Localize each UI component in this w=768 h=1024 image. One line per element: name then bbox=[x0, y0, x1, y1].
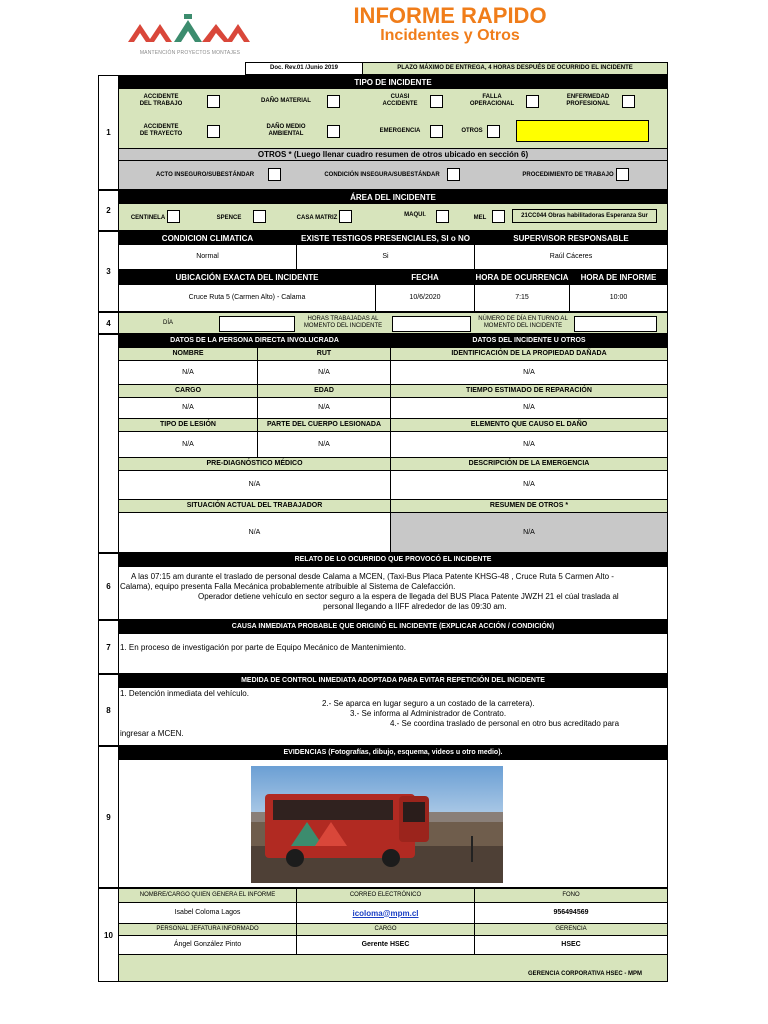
relato-line-3: Operador detiene vehículo en sector seguro a la espera de llegada del BUS Placa Patente JWZH 21 el cúal traslada al bbox=[198, 592, 619, 601]
type-label-falla-operacional: FALLA OPERACIONAL bbox=[469, 94, 515, 107]
section-4-number: 4 bbox=[98, 312, 119, 334]
medida-line-1: 1. Detención inmediata del vehículo. bbox=[120, 689, 249, 698]
header-tiempo-reparacion: TIEMPO ESTIMADO DE REPARACIÓN bbox=[390, 384, 668, 398]
checkbox-enfermedad-profesional[interactable] bbox=[622, 95, 635, 108]
type-label-cuasi-accidente: CUASI ACCIDENTE bbox=[382, 94, 418, 107]
header-gerencia: GERENCIA bbox=[474, 923, 668, 936]
header-genera-informe: NOMBRE/CARGO QUIEN GENERA EL INFORME bbox=[118, 888, 297, 903]
incident-data-title: DATOS DEL INCIDENTE U OTROS bbox=[390, 334, 668, 348]
value-correo bbox=[296, 902, 475, 924]
type-label-emergencia: EMERGENCIA bbox=[379, 127, 421, 134]
section-7-number: 7 bbox=[98, 620, 119, 674]
otros-label-procedimiento: PROCEDIMIENTO DE TRABAJO bbox=[522, 171, 614, 178]
value-prediagnostico: N/A bbox=[118, 470, 391, 500]
medida-line-2: 2.- Se aparca en lugar seguro a un costado de la carretera). bbox=[322, 699, 535, 708]
value-situacion: N/A bbox=[118, 512, 391, 553]
otros-title: OTROS * (Luego llenar cuadro resumen de otros ubicado en sección 6) bbox=[118, 148, 668, 161]
checkbox-casa-matriz[interactable] bbox=[339, 210, 352, 223]
value-identificacion: N/A bbox=[390, 360, 668, 385]
area-label-maqui: MAQUI. bbox=[404, 211, 426, 218]
type-label-dano-medio-ambiental: DAÑO MEDIO AMBIENTAL bbox=[266, 124, 306, 137]
type-label-accidente-trabajo: ACCIDENTE DEL TRABAJO bbox=[139, 94, 183, 107]
value-rut: N/A bbox=[257, 360, 391, 385]
area-label-casa-matriz: CASA MATRIZ bbox=[296, 214, 338, 221]
input-dia[interactable] bbox=[219, 316, 295, 332]
value-hora-ocurrencia: 7:15 bbox=[474, 284, 570, 312]
checkbox-falla-operacional[interactable] bbox=[526, 95, 539, 108]
value-parte-cuerpo: N/A bbox=[257, 431, 391, 458]
header-ubicacion: UBICACIÓN EXACTA DEL INCIDENTE bbox=[118, 270, 376, 285]
otros-label-acto-inseguro: ACTO INSEGURO/SUBESTÁNDAR bbox=[155, 171, 255, 178]
value-gerencia: HSEC bbox=[474, 935, 668, 955]
header-prediagnostico: PRE-DIAGNÓSTICO MÉDICO bbox=[118, 457, 391, 471]
label-dia-turno: NÚMERO DE DÍA EN TURNO AL MOMENTO DEL INCIDENTE bbox=[478, 316, 568, 329]
value-nombre: N/A bbox=[118, 360, 258, 385]
section-6-title: RELATO DE LO OCURRIDO QUE PROVOCÓ EL INCIDENTE bbox=[118, 553, 668, 567]
header-resumen-otros: RESUMEN DE OTROS * bbox=[390, 499, 668, 513]
header-tipo-lesion: TIPO DE LESIÓN bbox=[118, 418, 258, 432]
person-data-title: DATOS DE LA PERSONA DIRECTA INVOLUCRADA bbox=[118, 334, 391, 348]
type-label-otros: OTROS bbox=[461, 127, 483, 134]
section-8-title: MEDIDA DE CONTROL INMEDIATA ADOPTADA PARA EVITAR REPETICIÓN DEL INCIDENTE bbox=[118, 674, 668, 688]
medida-line-5: ingresar a MCEN. bbox=[120, 729, 184, 738]
section-1-title: TIPO DE INCIDENTE bbox=[118, 75, 668, 89]
checkbox-dano-medio-ambiental[interactable] bbox=[327, 125, 340, 138]
label-dia: DÍA bbox=[162, 319, 173, 326]
value-condicion-climatica: Normal bbox=[118, 244, 297, 270]
section-9-number: 9 bbox=[98, 746, 119, 888]
checkbox-centinela[interactable] bbox=[167, 210, 180, 223]
checkbox-condicion-insegura[interactable] bbox=[447, 168, 460, 181]
value-genera-informe: Isabel Coloma Lagos bbox=[118, 902, 297, 924]
section-10-number: 10 bbox=[98, 888, 119, 982]
header-rut: RUT bbox=[257, 347, 391, 361]
checkbox-acto-inseguro[interactable] bbox=[268, 168, 281, 181]
company-logo bbox=[126, 14, 254, 54]
type-label-dano-material: DAÑO MATERIAL bbox=[261, 97, 311, 104]
value-tiempo-reparacion: N/A bbox=[390, 397, 668, 419]
checkbox-procedimiento[interactable] bbox=[616, 168, 629, 181]
value-ubicacion: Cruce Ruta 5 (Carmen Alto) - Calama bbox=[118, 284, 376, 312]
value-tipo-lesion: N/A bbox=[118, 431, 258, 458]
evidence-photo-bus[interactable] bbox=[251, 766, 503, 883]
header-supervisor: SUPERVISOR RESPONSABLE bbox=[474, 231, 668, 245]
header-cargo: CARGO bbox=[118, 384, 258, 398]
header-nombre: NOMBRE bbox=[118, 347, 258, 361]
header-condicion-climatica: CONDICION CLIMATICA bbox=[118, 231, 297, 245]
value-edad: N/A bbox=[257, 397, 391, 419]
section-7-title: CAUSA INMEDIATA PROBABLE QUE ORIGINÓ EL INCIDENTE (EXPLICAR ACCIÓN / CONDICIÓN) bbox=[118, 620, 668, 634]
header-identificacion: IDENTIFICACIÓN DE LA PROPIEDAD DAÑADA bbox=[390, 347, 668, 361]
value-cargo-jefatura: Gerente HSEC bbox=[296, 935, 475, 955]
medida-line-4: 4.- Se coordina traslado de personal en otro bus acreditado para bbox=[390, 719, 620, 728]
relato-line-2: Calama), equipo presenta Falla Mecánica probablemente atribuible al Sistema de Calefacción. bbox=[120, 582, 456, 591]
doc-revision: Doc. Rev.01 /Junio 2019 bbox=[245, 62, 363, 75]
checkbox-dano-material[interactable] bbox=[327, 95, 340, 108]
type-label-accidente-trayecto: ACCIDENTE DE TRAYECTO bbox=[139, 124, 183, 137]
checkbox-maqui[interactable] bbox=[436, 210, 449, 223]
medida-line-3: 3.- Se informa al Administrador de Contrato. bbox=[350, 709, 507, 718]
footer-gerencia-corporativa: GERENCIA CORPORATIVA HSEC - MPM bbox=[528, 971, 643, 977]
checkbox-cuasi-accidente[interactable] bbox=[430, 95, 443, 108]
value-fecha: 10/6/2020 bbox=[375, 284, 475, 312]
header-correo: CORREO ELECTRÓNICO bbox=[296, 888, 475, 903]
area-label-spence: SPENCE bbox=[216, 214, 242, 221]
header-testigos: EXISTE TESTIGOS PRESENCIALES, SI o NO bbox=[296, 231, 475, 245]
type-label-enfermedad-profesional: ENFERMEDAD PROFESIONAL bbox=[566, 94, 610, 107]
logo-caption: MANTENCIÓN PROYECTOS MONTAJES bbox=[139, 50, 241, 56]
checkbox-accidente-trayecto[interactable] bbox=[207, 125, 220, 138]
causa-text: 1. En proceso de investigación por parte de Equipo Mecánico de Mantenimiento. bbox=[120, 643, 406, 652]
header-fono: FONO bbox=[474, 888, 668, 903]
header-cargo-jefatura: CARGO bbox=[296, 923, 475, 936]
relato-line-1: A las 07:15 am durante el traslado de personal desde Calama a MCEN, (Taxi-Bus Placa Patente KHSG-48 , Cruce Ruta 5 Carmen Alto - bbox=[131, 572, 614, 581]
page-subtitle: Incidentes y Otros bbox=[380, 27, 520, 44]
section-2-title: ÁREA DEL INCIDENTE bbox=[118, 190, 668, 204]
section-8-number: 8 bbox=[98, 674, 119, 746]
section-1-number: 1 bbox=[98, 75, 119, 190]
value-cargo: N/A bbox=[118, 397, 258, 419]
section-6-number: 6 bbox=[98, 553, 119, 620]
page-title: INFORME RAPIDO bbox=[353, 3, 547, 28]
input-dia-turno[interactable] bbox=[574, 316, 657, 332]
area-label-centinela: CENTINELA bbox=[130, 214, 166, 221]
checkbox-accidente-trabajo[interactable] bbox=[207, 95, 220, 108]
plazo-notice: PLAZO MÁXIMO DE ENTREGA, 4 HORAS DESPUÉS DE OCURRIDO EL INCIDENTE bbox=[362, 62, 668, 75]
otros-input[interactable] bbox=[516, 120, 649, 142]
value-testigos: Si bbox=[296, 244, 475, 270]
otros-label-condicion-insegura: CONDICIÓN INSEGURA/SUBESTÁNDAR bbox=[324, 171, 440, 178]
value-supervisor: Raúl Cáceres bbox=[474, 244, 668, 270]
checkbox-spence[interactable] bbox=[253, 210, 266, 223]
value-personal-jefatura: Ángel González Pinto bbox=[118, 935, 297, 955]
relato-line-4: personal llegando a IIFF alrededor de las 09:30 am. bbox=[323, 602, 507, 611]
project-field[interactable]: 21CC044 Obras habilitadoras Esperanza Sur bbox=[512, 209, 657, 223]
label-horas-trabajadas: HORAS TRABAJADAS AL MOMENTO DEL INCIDENTE bbox=[303, 316, 383, 329]
header-parte-cuerpo: PARTE DEL CUERPO LESIONADA bbox=[257, 418, 391, 432]
input-horas-trabajadas[interactable] bbox=[392, 316, 471, 332]
section-5-number bbox=[98, 334, 119, 553]
header-hora-informe: HORA DE INFORME bbox=[569, 270, 668, 285]
checkbox-otros[interactable] bbox=[487, 125, 500, 138]
header-edad: EDAD bbox=[257, 384, 391, 398]
section-3-number: 3 bbox=[98, 231, 119, 312]
section-9-title: EVIDENCIAS (Fotografías, dibujo, esquema, videos u otro medio). bbox=[118, 746, 668, 760]
header-fecha: FECHA bbox=[375, 270, 475, 285]
email-link[interactable]: icoloma@mpm.cl bbox=[352, 908, 419, 918]
header-hora-ocurrencia: HORA DE OCURRENCIA bbox=[474, 270, 570, 285]
header-personal-jefatura: PERSONAL JEFATURA INFORMADO bbox=[118, 923, 297, 936]
area-label-mel: MEL bbox=[473, 214, 487, 221]
header-elemento: ELEMENTO QUE CAUSO EL DAÑO bbox=[390, 418, 668, 432]
value-resumen-otros: N/A bbox=[390, 512, 668, 553]
causa-panel bbox=[118, 633, 668, 674]
value-fono: 956494569 bbox=[474, 902, 668, 924]
header-descripcion-emergencia: DESCRIPCIÓN DE LA EMERGENCIA bbox=[390, 457, 668, 471]
checkbox-emergencia[interactable] bbox=[430, 125, 443, 138]
header-situacion: SITUACIÓN ACTUAL DEL TRABAJADOR bbox=[118, 499, 391, 513]
value-elemento: N/A bbox=[390, 431, 668, 458]
checkbox-mel[interactable] bbox=[492, 210, 505, 223]
section-2-number: 2 bbox=[98, 190, 119, 231]
value-hora-informe: 10:00 bbox=[569, 284, 668, 312]
value-descripcion-emergencia: N/A bbox=[390, 470, 668, 500]
